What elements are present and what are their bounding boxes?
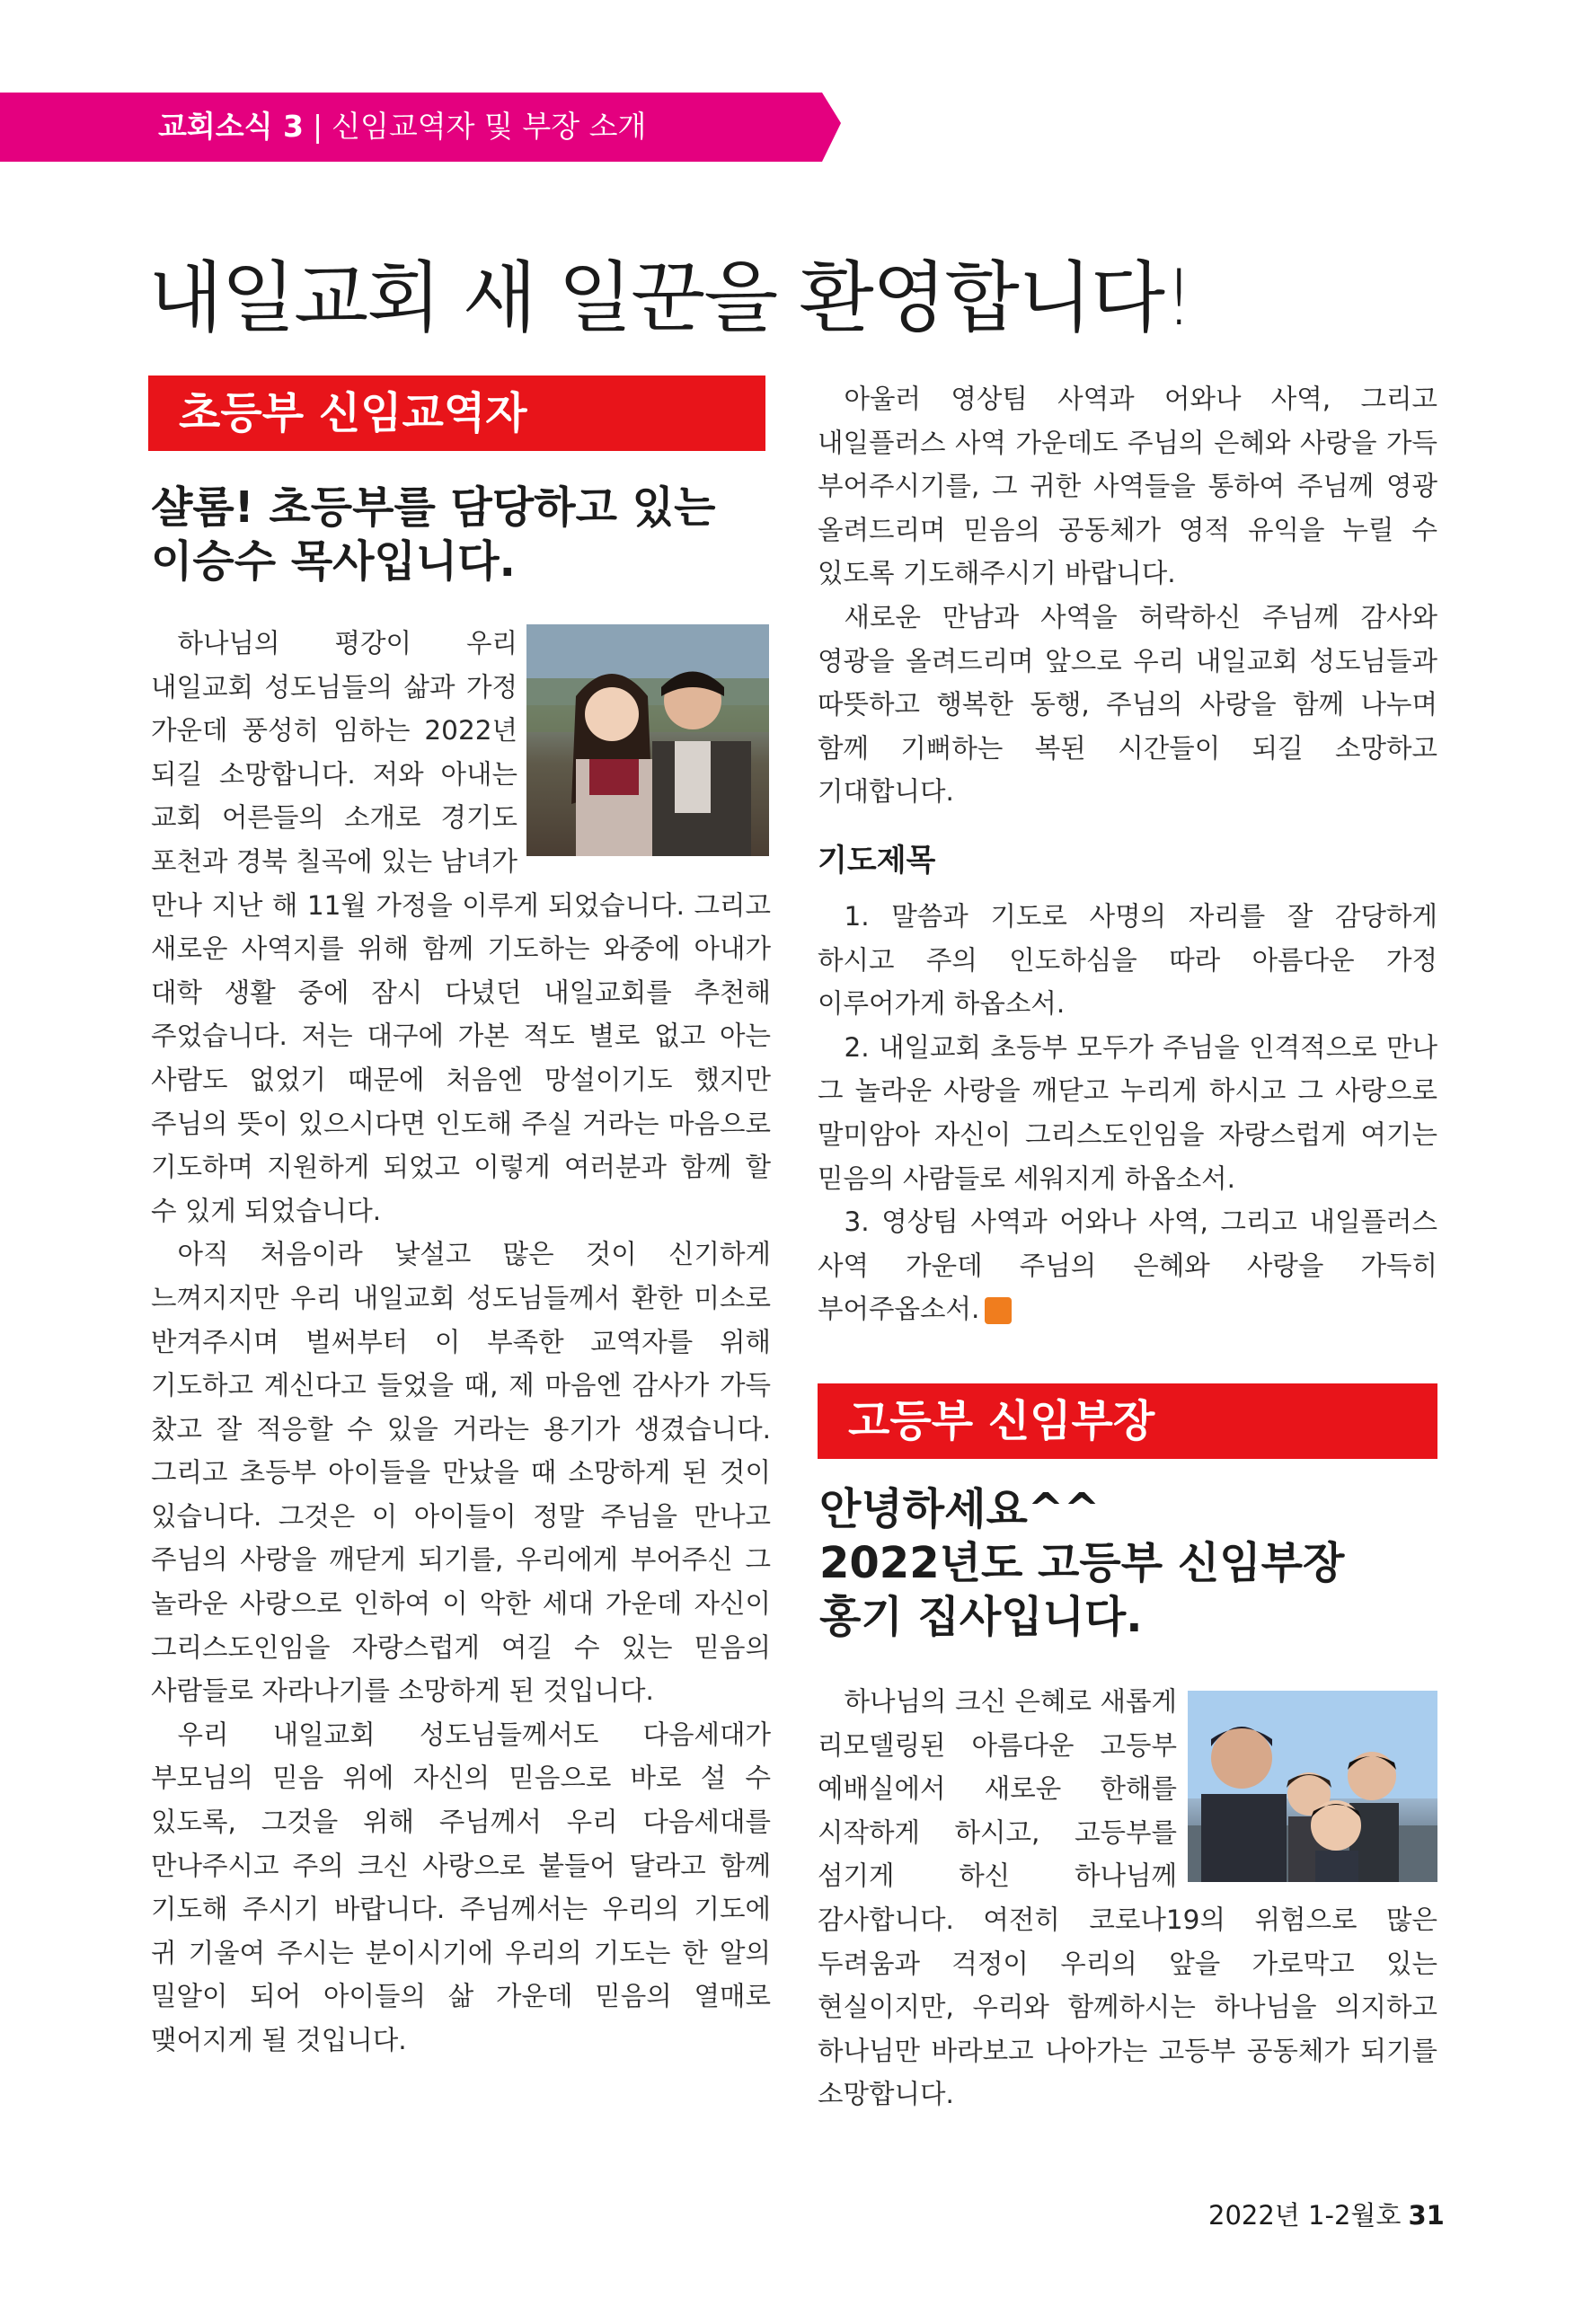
right-body-top	[818, 377, 1437, 814]
prayer-item-3-text: 3. 영상팀 사역과 어와나 사역, 그리고 내일플러스 사역 가운데 주님의 은혜와 사랑을 가득히 부어주옵소서.	[818, 1206, 1437, 1325]
section-label-elementary: 초등부 신임교역자	[148, 376, 765, 451]
right-heading-line3: 홍기 집사입니다.	[819, 1592, 1143, 1642]
end-mark-icon: N	[985, 1297, 1012, 1324]
page-title: 내일교회 새 일꾼을 환영합니다!	[148, 253, 1193, 343]
prayer-item-2: 2. 내일교회 초등부 모두가 주님을 인격적으로 만나 그 놀라운 사랑을 깨닫고 누리게 하시고 그 사랑으로 말미암아 자신이 그리스도인임을 자랑스럽게 여기는 믿음의 사람들로 세워지게 하옵소서.	[818, 1031, 1437, 1194]
prayer-title: 기도제목	[818, 843, 936, 879]
prayer-list	[818, 895, 1437, 1331]
footer-issue: 2022년 1-2월호	[1208, 2200, 1402, 2231]
left-paragraph-3: 우리 내일교회 성도님들께서도 다음세대가 부모님의 믿음 위에 자신의 믿음으로 바로 설 수 있도록, 그것을 위해 주님께서 우리 다음세대를 만나주시고 주의 크신 사랑으로 붙들어 달라고 함께 기도해 주시기 바랍니다. 주님께서는 우리의 기도에 귀 기울여 주시는 분이시기에 우리의 기도는 한 알의 밀알이 되어 아이들의 삶 가운데 믿음의 열매로 맺어지게 될 것입니다.	[151, 1719, 771, 2055]
prayer-item-1: 1. 말씀과 기도로 사명의 자리를 잘 감당하게 하시고 주의 인도하심을 따라 아름다운 가정 이루어가게 하옵소서.	[818, 901, 1437, 1020]
header-section: 교회소식 3	[158, 109, 304, 144]
page-footer	[1208, 2196, 1445, 2232]
left-body	[151, 622, 771, 2063]
left-heading-line1: 샬롬! 초등부를 담당하고 있는	[151, 482, 716, 533]
photo-wrap-spacer-2	[1177, 1680, 1437, 1888]
right-paragraph-1: 아울러 영상팀 사역과 어와나 사역, 그리고 내일플러스 사역 가운데도 주님의 은혜와 사랑을 가득 부어주시기를, 그 귀한 사역들을 통하여 주님께 영광 올려드리며 믿음의 공동체가 영적 유익을 누릴 수 있도록 기도해주시기 바랍니다.	[818, 384, 1437, 589]
left-paragraph-1	[151, 622, 771, 1233]
right-closing-paragraph	[818, 1680, 1437, 2116]
right-heading	[819, 1482, 1439, 1644]
left-heading	[151, 481, 780, 588]
photo-wrap-spacer	[517, 622, 771, 857]
left-paragraph-1-text: 하나님의 평강이 우리 내일교회 성도님들의 삶과 가정 가운데 풍성히 임하는 2022년 되길 소망합니다. 저와 아내는 교회 어른들의 소개로 경기도 포천과 경북 칠곡에 있는 남녀가 만나 지난 해 11월 가정을 이루게 되었습니다. 그리고 새로운 사역지를 위해 함께 기도하는 와중에 아내가 대학 생활 중에 잠시 다녔던 내일교회를 추천해 주었습니다. 저는 대구에 가본 적도 별로 없고 아는 사람도 없었기 때문에 처음엔 망설이기도 했지만 주님의 뜻이 있으시다면 인도해 주실 거라는 마음으로 기도하며 지원하게 되었고 이렇게 여러분과 함께 할 수 있게 되었습니다.	[151, 628, 771, 1226]
right-closing	[818, 1680, 1437, 2116]
right-paragraph-2: 새로운 만남과 사역을 허락하신 주님께 감사와 영광을 올려드리며 앞으로 우리 내일교회 성도님들과 따뜻하고 행복한 동행, 주님의 사랑을 함께 나누며 함께 기뻐하는 복된 시간들이 되길 소망하고 기대합니다.	[818, 601, 1437, 808]
prayer-item-3	[818, 1200, 1437, 1331]
right-heading-line2: 2022년도 고등부 신임부장	[819, 1538, 1345, 1588]
left-paragraph-2: 아직 처음이라 낯설고 많은 것이 신기하게 느껴지지만 우리 내일교회 성도님들께서 환한 미소로 반겨주시며 벌써부터 이 부족한 교역자를 위해 기도하고 계신다고 들었을 때, 제 마음엔 감사가 가득 찼고 잘 적응할 수 있을 거라는 용기가 생겼습니다. 그리고 초등부 아이들을 만났을 때 소망하게 된 것이 있습니다. 그것은 이 아이들이 정말 주님을 만나고 주님의 사랑을 깨닫게 되기를, 우리에게 부어주신 그 놀라운 사랑으로 인하여 이 악한 세대 가운데 자신이 그리스도인임을 자랑스럽게 여길 수 있는 믿음의 사람들로 자라나기를 소망하게 된 것입니다.	[151, 1239, 771, 1707]
left-heading-line2: 이승수 목사입니다.	[151, 536, 516, 587]
right-heading-line1: 안녕하세요^^	[819, 1484, 1101, 1534]
header-separator: |	[312, 109, 323, 144]
header-subtitle: 신임교역자 및 부장 소개	[332, 109, 647, 144]
right-closing-text: 하나님의 크신 은혜로 새롭게 리모델링된 아름다운 고등부 예배실에서 새로운 한해를 시작하게 하시고, 고등부를 섬기게 하신 하나님께 감사합니다. 여전히 코로나19의 위험으로 많은 두려움과 걱정이 우리의 앞을 가로막고 있는 현실이지만, 우리와 함께하시는 하나님을 의지하고 하나님만 바라보고 나아가는 고등부 공동체가 되기를 소망합니다.	[818, 1686, 1437, 2110]
section-label-highschool: 고등부 신임부장	[818, 1383, 1437, 1459]
header-label	[158, 103, 646, 150]
page-number: 31	[1408, 2200, 1445, 2231]
